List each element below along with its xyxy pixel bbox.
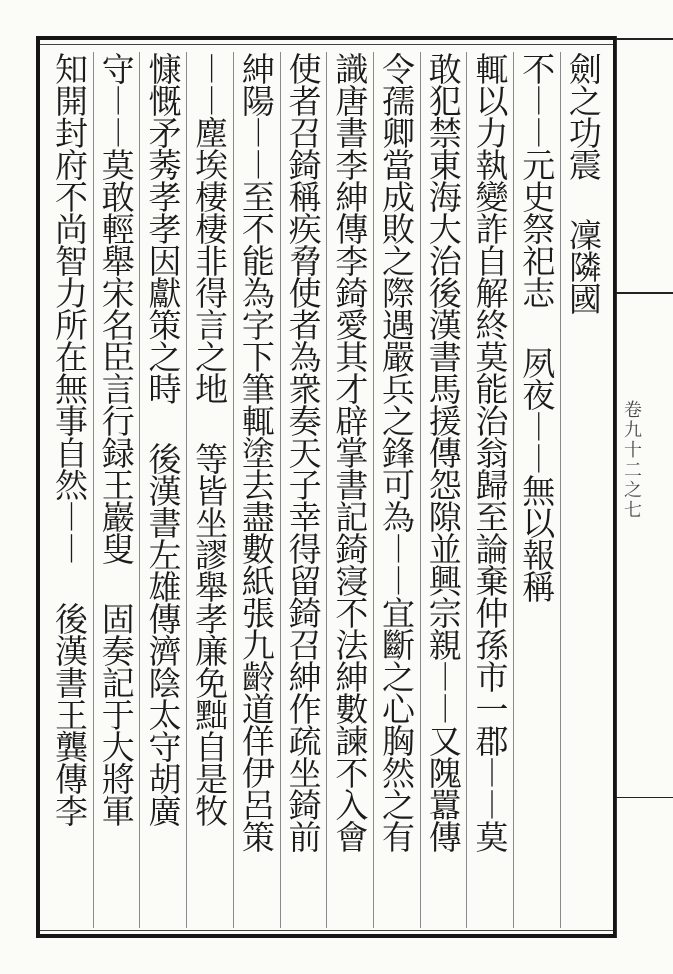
column-text: ︱︱塵埃棲棲非得言之地 等皆坐謬舉孝廉免黜自是牧	[190, 52, 230, 826]
column-text: 劍之功震 凜隣國	[563, 52, 603, 314]
column-text: 敢犯禁東海大治後漢書馬援傳怨隙並興宗親︱︱又隗囂傳	[423, 52, 463, 852]
text-column	[46, 52, 92, 928]
text-column	[233, 52, 279, 928]
text-column	[466, 52, 512, 928]
column-text: 使者召錡稱疾脅使者為衆奏天子幸得留錡召紳作疏坐錡前	[283, 52, 323, 852]
text-column	[326, 52, 372, 928]
text-column	[373, 52, 419, 928]
column-text: 知開封府不尚智力所在無事自然︱︱ 後漢書王龔傳李	[50, 52, 89, 826]
column-text: 識唐書李紳傳李錡愛其才辟掌書記錡寖不法紳數諫不入會	[330, 52, 370, 852]
edge-rule-middle	[616, 292, 673, 294]
column-text: 不︱︱元史祭祀志 夙夜︱︱無以報稱	[517, 52, 557, 602]
edge-volume-label: 卷九十二之七	[621, 400, 642, 520]
edge-rule-top	[616, 38, 673, 40]
text-column	[186, 52, 232, 928]
text-columns	[46, 52, 606, 928]
text-column	[280, 52, 326, 928]
text-column	[560, 52, 606, 928]
edge-rule-low	[616, 797, 673, 798]
text-column	[139, 52, 185, 928]
frame-bottom-rule	[40, 930, 613, 931]
column-text: 輒以力執變詐自解終莫能治翁歸至論棄仲孫市一郡︱︱莫	[470, 52, 510, 852]
column-text: 紳陽︱︱至不能為字下筆輒塗去盡數紙張九齡道佯伊呂策	[236, 52, 276, 852]
frame-top-rule	[40, 44, 613, 45]
column-text: 守︱︱莫敢輕舉宋名臣言行録王巖叟 固奏記于大將軍	[96, 52, 136, 826]
text-column	[513, 52, 559, 928]
text-column	[93, 52, 139, 928]
column-text: 慷慨矛莠孝孝因獻策之時 後漢書左雄傳濟陰太守胡廣	[143, 52, 183, 826]
column-text: 令孺卿當成敗之際遇嚴兵之鋒可為︱︱宜斷之心胸然之有	[377, 52, 417, 852]
text-column	[420, 52, 466, 928]
